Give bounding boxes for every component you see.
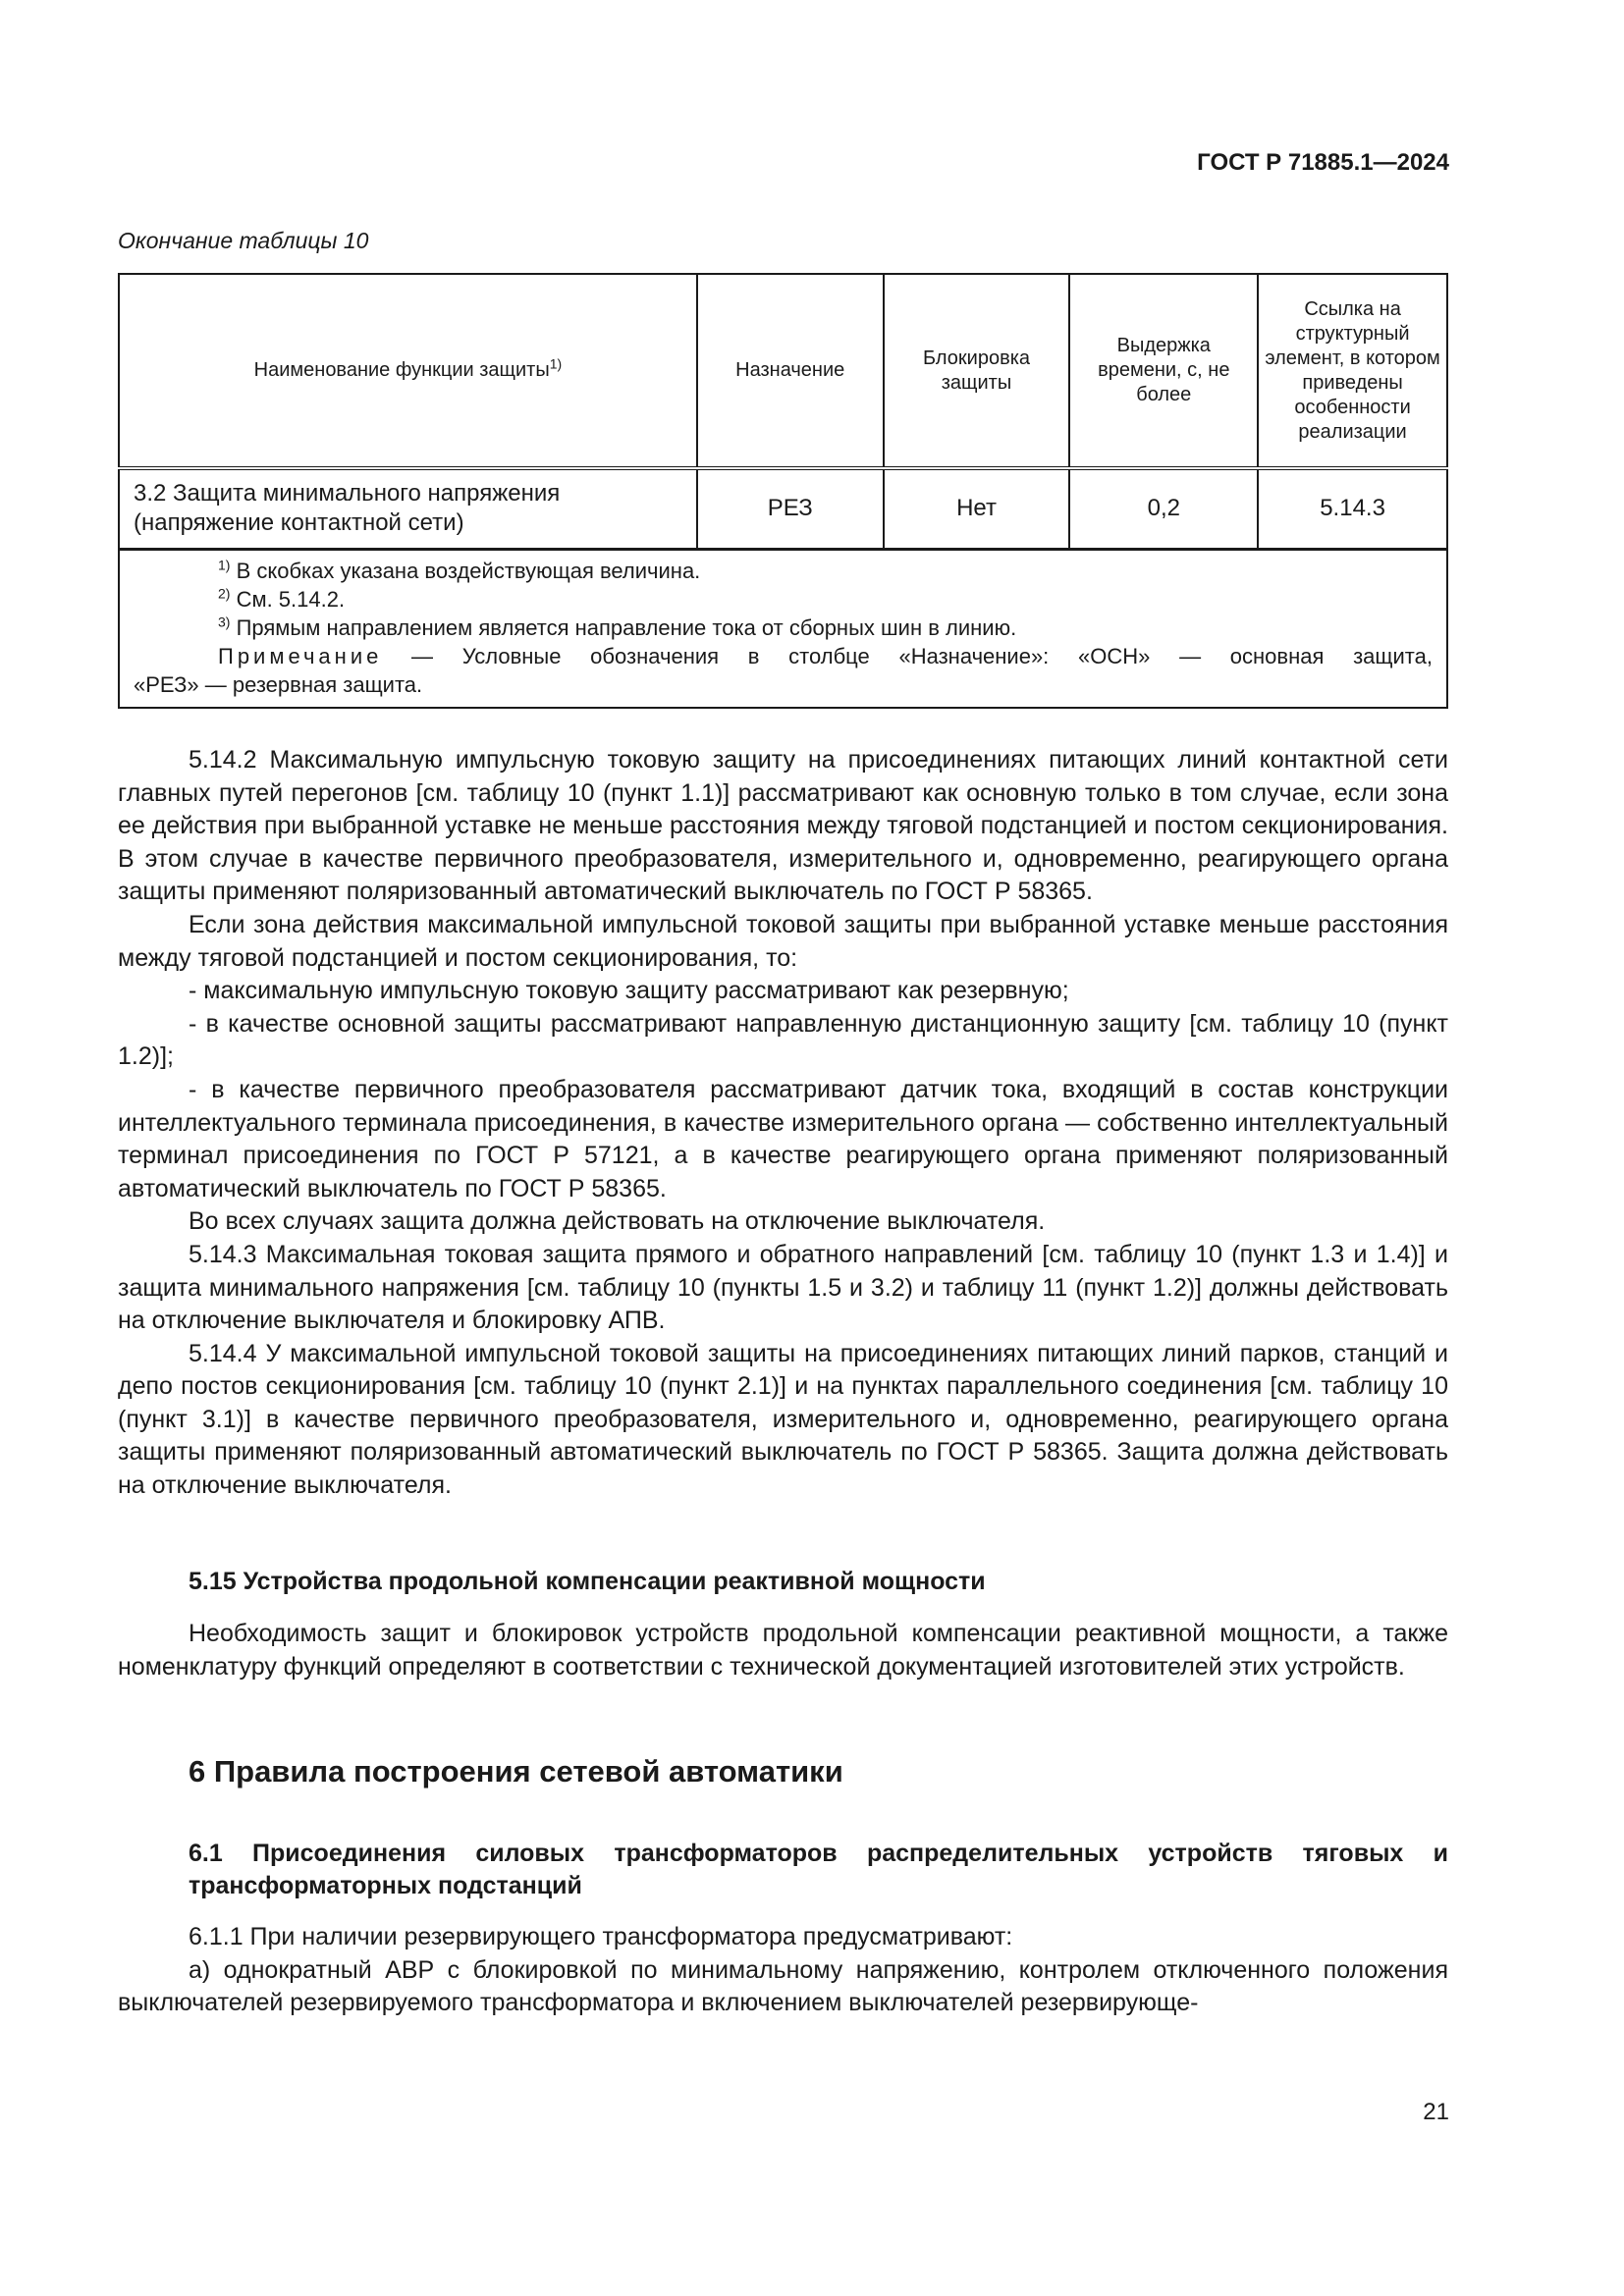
table-row [119,468,1447,549]
paragraph: Если зона действия максимальной импульсной токовой защиты при выбранной уставке меньше расстояния между тяговой подстанцией и постом секционирования, то: [118,910,1448,972]
column-header-purpose: Назначение [697,274,884,468]
section-5-14-text [118,744,1448,1503]
note-text: — Условные обозначения в столбце «Назначение»: «ОСН» — основная защита, [382,643,1433,668]
footnote-3: $^{3)}$ Прямым направлением является направление тока от сборных шин в линию. [218,614,1017,640]
column-header-delay: Выдержка времени, с, не более [1069,274,1258,468]
cell-function-name: 3.2 Защита минимального напряжения (напряжение контактной сети) [119,468,697,549]
cell-blocking: Нет [884,468,1070,549]
heading-6: 6 Правила построения сетевой автоматики [189,1754,843,1789]
section-6-1 [118,1838,1448,1902]
table-note-continuation: «РЕЗ» — резервная защита. [134,671,423,697]
table-caption: Окончание таблицы 10 [118,228,369,253]
protection-functions-table [118,273,1448,709]
paragraph-6-1-1: 6.1.1 При наличии резервирующего трансформатора предусматривают: [189,1923,1013,1950]
table-header-row [119,274,1447,468]
list-item: - в качестве первичного преобразователя рассматривают датчик тока, входящий в состав конструкции интеллектуального терминала присоединения, в качестве измерительного органа — собственно интеллектуальный терминал присоединения по ГОСТ Р 57121, а в качестве реагирующего органа применяют поляризованный автоматический выключатель по ГОСТ Р 58365. [118,1075,1448,1202]
footnote-1: $^{1)}$ В скобках указана воздействующая величина. [218,557,701,583]
table-notes [119,549,1447,708]
paragraph-5-14-4: 5.14.4 У максимальной импульсной токовой защиты на присоединениях питающих линий парков, станций и депо постов секционирования [см. таблицу 10 (пункт 2.1)] и на пунктах параллельного соединения [см. таблицу 10 (пункт 3.1)] в качестве первичного преобразователя, измерительного и, одновременно, реагирующего органа защиты применяют поляризованный автоматический выключатель по ГОСТ Р 58365. Защита должна действовать на отключение выключателя. [118,1339,1448,1500]
column-header-blocking: Блокировка защиты [884,274,1070,468]
table-notes-row [119,549,1447,708]
page-number: 21 [1423,2099,1449,2125]
column-header-function-name: Наименование функции защиты$^{1)}$ [119,274,697,468]
list-item: - максимальную импульсную токовую защиту рассматривают как резервную; [189,977,1069,1005]
paragraph-5-14-3: 5.14.3 Максимальная токовая защита прямого и обратного направлений [см. таблицу 10 (пункт 1.3 и 1.4)] и защита минимального напряжения [см. таблицу 10 (пункты 1.5 и 3.2) и таблицу 11 (пункт 1.2)] должны действовать на отключение выключателя и блокировку АПВ. [118,1240,1448,1335]
cell-delay: 0,2 [1069,468,1258,549]
column-header-reference: Ссылка на структурный элемент, в котором приведены особенности реализации [1258,274,1447,468]
section-6-1-text [118,1921,1448,2020]
heading-6-1: 6.1 Присоединения силовых трансформаторов распределительных устройств тяговых и трансформаторных подстанций [189,1840,1448,1899]
section-5-15-text [118,1618,1448,1683]
section-5-15 [118,1566,1448,1598]
paragraph: Необходимость защит и блокировок устройств продольной компенсации реактивной мощности, а также номенклатуру функций определяют в соответствии с технической документацией изготовителей этих устройств. [118,1620,1448,1681]
document-code: ГОСТ Р 71885.1—2024 [1197,149,1449,176]
list-item: а) однократный АВР с блокировкой по минимальному напряжению, контролем отключенного положения выключателей резервируемого трансформатора и включением выключателей резервирующе- [118,1955,1448,2017]
paragraph: Во всех случаях защита должна действовать на отключение выключателя. [189,1207,1046,1236]
section-6 [118,1755,1448,1789]
note-label: Примечание [218,643,383,668]
cell-purpose: РЕЗ [697,468,884,549]
cell-reference: 5.14.3 [1258,468,1447,549]
footnote-2: $^{2)}$ См. 5.14.2. [218,585,346,612]
paragraph-5-14-2: 5.14.2 Максимальную импульсную токовую защиту на присоединениях питающих линий контактной сети главных путей перегонов [см. таблицу 10 (пункт 1.1)] рассматривают как основную только в том случае, если зона ее действия при выбранной уставке не меньше расстояния между тяговой подстанцией и постом секционирования. В этом случае в качестве первичного преобразователя, измерительного и, одновременно, реагирующего органа защиты применяют поляризованный автоматический выключатель по ГОСТ Р 58365. [118,746,1448,906]
table-note [134,642,1433,670]
list-item: - в качестве основной защиты рассматривают направленную дистанционную защиту [см. таблицу 10 (пункт 1.2)]; [118,1009,1448,1071]
heading-5-15: 5.15 Устройства продольной компенсации реактивной мощности [189,1568,986,1595]
